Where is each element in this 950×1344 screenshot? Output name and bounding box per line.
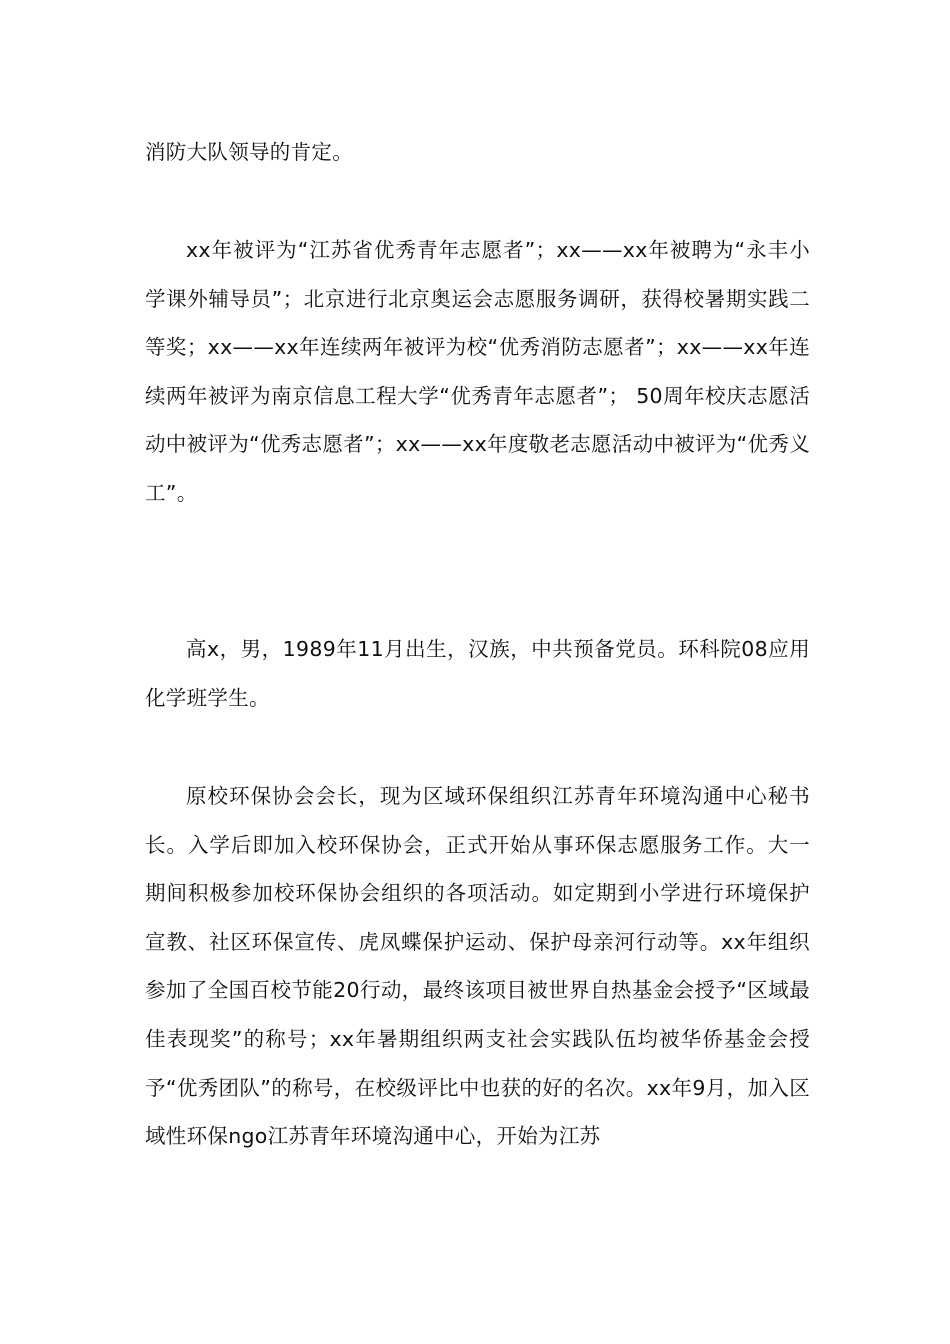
paragraph-continuation: 消防大队领导的肯定。 <box>145 140 353 164</box>
paragraph-profile: 高x，男，1989年11月出生，汉族，中共预备党员。环科院08应用化学班学生。 <box>145 637 810 710</box>
paragraph-environmental-work: 原校环保协会会长，现为区域环保组织江苏青年环境沟通中心秘书长。入学后即加入校环保协会，正式开始从事环保志愿服务工作。大一期间积极参加校环保协会组织的各项活动。如定期到小学进行环境保护宣教、社区环保宣传、虎凤蝶保护运动、保护母亲河行动等。xx年组织参加了全国百校节能20行动，最终该项目被世界自热基金会授予“区域最佳表现奖”的称号；xx年暑期组织两支社会实践队伍均被华侨基金会授予“优秀团队”的称号，在校级评比中也获的好的名次。xx年9月，加入区域性环保ngo江苏青年环境沟通中心，开始为江苏 <box>145 784 810 1149</box>
paragraph-honors: xx年被评为“江苏省优秀青年志愿者”；xx——xx年被聘为“永丰小学课外辅导员”；北京进行北京奥运会志愿服务调研，获得校暑期实践二等奖；xx——xx年连续两年被评为校“优秀消防志愿者”；xx——xx年连续两年被评为南京信息工程大学“优秀青年志愿者”； 50周年校庆志愿活动中被评为“优秀志愿者”；xx——xx年度敬老志愿活动中被评为“优秀义工”。 <box>145 238 810 505</box>
